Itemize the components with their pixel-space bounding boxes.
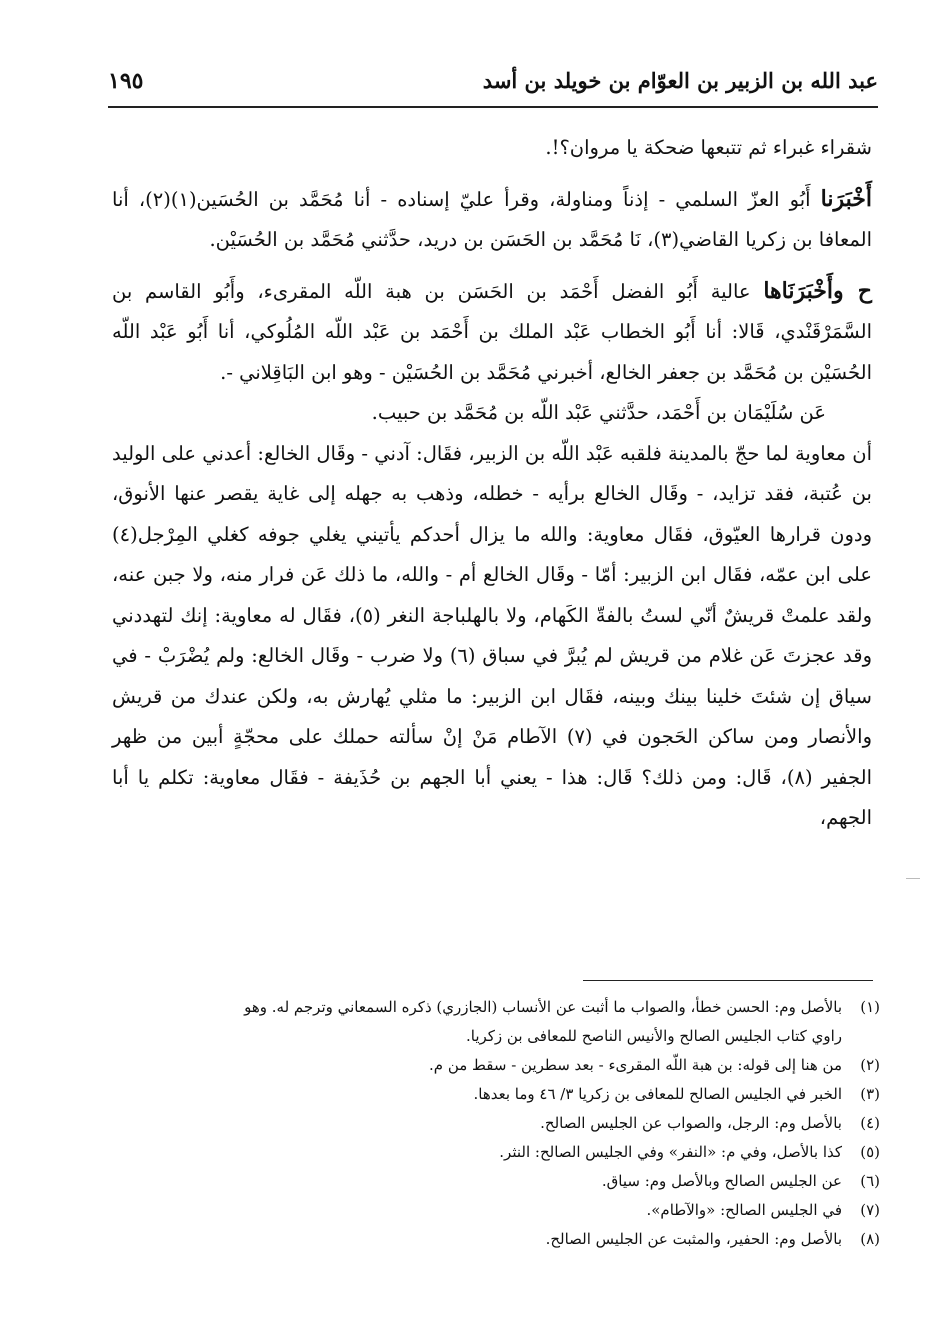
footnote-8 [120, 1225, 880, 1254]
paragraph-2 [112, 179, 872, 261]
page-number: ١٩٥ [108, 68, 144, 94]
footnote-rule [583, 980, 873, 981]
footnote-text: من هنا إلى قوله: بن هبة اللّه المقرىء - بعد سطرين - سقط من م. [429, 1056, 842, 1074]
footnote-number: (٣) [860, 1085, 880, 1103]
footnote-text: في الجليس الصالح: «والآطام». [646, 1201, 842, 1219]
footnote-5 [120, 1138, 880, 1167]
footnote-text: عن الجليس الصالح وبالأصل وم: سياق. [601, 1172, 842, 1190]
paragraph-5-text: أن معاوية لما حجّ بالمدينة فلقبه عَبْد اللّه بن الزبير، فقَال: آدني - وقَال الخالع: أعدني على الوليد بن عُتبة، فقد تزايد، - وقَال الخالع برأيه - خطله، وذهب به جهله إلى غاية يقصر عنها الأنوق، ودون قرارها العيّوق، فقَال معاوية: والله ما يزال أحدكم يأتيني يغلي جوفه كغلي المِرْجل(٤) على ابن عمّه، فقَال ابن الزبير: أمّا - وقَال الخالع أم - والله، ما ذلك عَن فرار منه، ولا جبن عنه، ولقد علمتْ قريشٌ أنّي لستُ بالفةّ الكَهام، ولا بالهلباجة النغر (٥)، فقَال له معاوية: إنك لتهددني وقد عجزتَ عَن غلام من قريش لم يُبرَّ في سباق (٦) ولا ضرب - وقَال الخالع: ولم يُضْرَبْ - في سياق إن شئتَ خلينا بينك وبينه، فقَال ابن الزبير: ما مثلي يُهارش به، ولكن عندك من قريش والأنصار ومن ساكن الحَجون في (٧) الآطام مَنْ إنْ سألته حملك على محجّةٍ أبين من ظهر الجفير (٨)، قَال: ومن ذلك؟ قَال: هذا - يعني أبا الجهم بن حُذَيفة - فقَال معاوية: تكلم يا أبا الجهم، [111, 441, 872, 829]
footnote-3 [120, 1080, 880, 1109]
paragraph-4 [112, 393, 872, 434]
page-header [108, 62, 878, 106]
footnote-number: (٤) [860, 1114, 880, 1132]
paragraph-2-lead: أَخْبَرَنا [820, 185, 872, 212]
footnote-number: (٥) [860, 1143, 880, 1161]
footnote-text: الخبر في الجليس الصالح للمعافى بن زكريا ٣/ ٤٦ وما بعدها. [473, 1085, 842, 1103]
footnote-number: (٦) [860, 1172, 880, 1190]
footnote-number: (٧) [860, 1201, 880, 1219]
paragraph-3-lead: ح وأَخْبَرَنَاها [763, 277, 873, 304]
footnote-number: (١) [860, 998, 880, 1016]
running-title: عبد الله بن الزبير بن العوّام بن خويلد بن أسد [482, 68, 878, 93]
footnote-6 [120, 1167, 880, 1196]
paragraph-1-text: شقراء غبراء ثم تتبعها ضحكة يا مروان؟!. [545, 136, 872, 159]
paragraph-1 [112, 128, 872, 169]
margin-scan-mark [906, 878, 920, 879]
footnote-7 [120, 1196, 880, 1225]
paragraph-4-text: عَن سُلَيْمَان بن أَحْمَد، حدَّثني عَبْد اللّه بن مُحَمَّد بن حبيب. [371, 401, 826, 424]
footnote-text: كذا بالأصل، وفي م: «النفر» وفي الجليس الصالح: النثر. [499, 1143, 842, 1161]
paragraph-2-text: أَبُو العزّ السلمي - إذناً ومناولة، وقرأ عليّ إسناده - أنا مُحَمَّد بن الحُسَين(١)(٢)، أنا المعافا بن زكريا القاضي(٣)، نَا مُحَمَّد بن الحَسَن بن دريد، حدَّثني مُحَمَّد بن الحُسَيْن. [112, 187, 872, 251]
footnote-text: بالأصل وم: الحسن خطأ، والصواب ما أثبت عن الأنساب (الجازري) ذكره السمعاني وترجم له. وهو [244, 998, 842, 1016]
main-text [112, 128, 872, 839]
footnote-continuation: راوي كتاب الجليس الصالح والأنيس الناصح للمعافى بن زكريا. [465, 1027, 842, 1045]
paragraph-3 [112, 271, 872, 394]
paragraph-3-text: عالية أَبُو الفضل أَحْمَد بن الحَسَن بن هبة اللّه المقرىء، وأَبُو القاسم بن السَّمَرْقَنْدي، قَالا: أنا أَبُو الخطاب عَبْد الملك بن أَحْمَد بن عَبْد اللّه المُلُوكي، أنا أَبُو عَبْد اللّه الحُسَيْن بن مُحَمَّد بن جعفر الخالع، أخبرني مُحَمَّد بن الحُسَيْن - وهو ابن البَاقِلاني -. [112, 279, 872, 384]
footnote-text: بالأصل وم: الرجل، والصواب عن الجليس الصالح. [540, 1114, 842, 1132]
footnotes [120, 993, 880, 1254]
footnote-4 [120, 1109, 880, 1138]
footnote-2 [120, 1051, 880, 1080]
paragraph-5 [112, 434, 872, 839]
footnote-text: بالأصل وم: الحفير، والمثبت عن الجليس الصالح. [545, 1230, 842, 1248]
footnote-number: (٢) [860, 1056, 880, 1074]
footnote-number: (٨) [860, 1230, 880, 1248]
header-rule [108, 106, 878, 108]
footnote-1 [120, 993, 880, 1051]
